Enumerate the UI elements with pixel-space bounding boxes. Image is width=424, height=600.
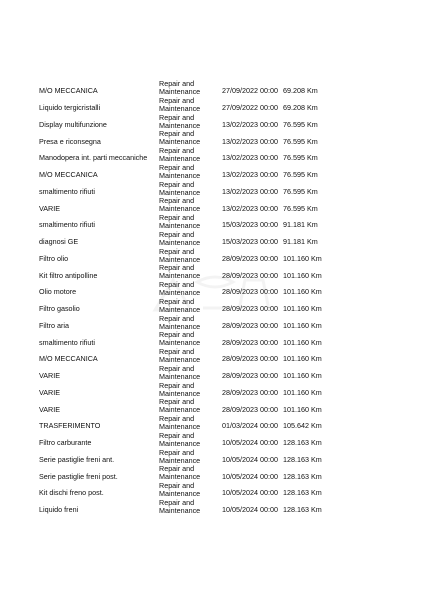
table-row xyxy=(39,231,379,248)
table-row xyxy=(39,432,379,449)
row-type-line2: Maintenance xyxy=(159,304,201,314)
row-type-line2: Maintenance xyxy=(159,405,201,415)
row-mileage: 101.160 Km xyxy=(283,371,322,381)
row-type-line2: Maintenance xyxy=(159,103,201,113)
row-date: 15/03/2023 00:00 xyxy=(222,237,278,247)
table-row xyxy=(39,147,379,164)
row-type xyxy=(159,264,200,280)
row-type-line1: Repair and xyxy=(159,363,195,373)
row-date: 27/09/2022 00:00 xyxy=(222,103,278,113)
row-mileage: 128.163 Km xyxy=(283,488,322,498)
row-type xyxy=(159,348,200,364)
row-type xyxy=(159,331,200,347)
row-type-line1: Repair and xyxy=(159,162,195,172)
row-date: 28/09/2023 00:00 xyxy=(222,304,278,314)
row-type-line2: Maintenance xyxy=(159,237,201,247)
row-type-line1: Repair and xyxy=(159,229,195,239)
row-mileage: 91.181 Km xyxy=(283,220,318,230)
row-mileage: 76.595 Km xyxy=(283,186,318,196)
table-row xyxy=(39,114,379,131)
row-description: diagnosi GE xyxy=(39,237,79,247)
row-date: 10/05/2024 00:00 xyxy=(222,438,278,448)
row-mileage: 101.160 Km xyxy=(283,320,322,330)
row-mileage: 69.208 Km xyxy=(283,86,318,96)
row-description: Filtro olio xyxy=(39,253,69,263)
row-type xyxy=(159,482,200,498)
row-type xyxy=(159,432,200,448)
row-type xyxy=(159,114,200,130)
row-date: 01/03/2024 00:00 xyxy=(222,421,278,431)
row-type-line1: Repair and xyxy=(159,414,195,423)
table-row xyxy=(39,264,379,281)
row-mileage: 76.595 Km xyxy=(283,119,318,129)
row-type xyxy=(159,365,200,381)
row-mileage: 128.163 Km xyxy=(283,505,322,515)
row-type xyxy=(159,298,200,314)
row-type-line2: Maintenance xyxy=(159,422,201,432)
row-description: smaltimento rifiuti xyxy=(39,337,95,347)
row-type xyxy=(159,214,200,230)
row-description: VARIE xyxy=(39,203,61,213)
row-description: Filtro carburante xyxy=(39,438,92,448)
row-type xyxy=(159,197,200,213)
row-type-line2: Maintenance xyxy=(159,321,201,331)
row-mileage: 76.595 Km xyxy=(283,136,318,146)
row-mileage: 101.160 Km xyxy=(283,304,322,314)
row-type xyxy=(159,465,200,481)
row-date: 28/09/2023 00:00 xyxy=(222,270,278,280)
row-type-line2: Maintenance xyxy=(159,221,201,231)
row-date: 28/09/2023 00:00 xyxy=(222,253,278,263)
row-type-line1: Repair and xyxy=(159,146,195,155)
row-mileage: 101.160 Km xyxy=(283,337,322,347)
row-type-line1: Repair and xyxy=(159,397,195,407)
row-description: M/O MECCANICA xyxy=(39,170,98,180)
row-type-line2: Maintenance xyxy=(159,288,201,298)
row-date: 27/09/2022 00:00 xyxy=(222,86,278,96)
row-type-line2: Maintenance xyxy=(159,187,201,197)
row-date: 28/09/2023 00:00 xyxy=(222,354,278,364)
table-row xyxy=(39,465,379,482)
table-row xyxy=(39,181,379,198)
row-mileage: 91.181 Km xyxy=(283,237,318,247)
row-description: M/O MECCANICA xyxy=(39,354,98,364)
table-row xyxy=(39,331,379,348)
row-type xyxy=(159,398,200,414)
row-date: 10/05/2024 00:00 xyxy=(222,488,278,498)
row-date: 28/09/2023 00:00 xyxy=(222,404,278,414)
row-type xyxy=(159,449,200,465)
row-type-line1: Repair and xyxy=(159,213,195,222)
table-row xyxy=(39,97,379,114)
row-type xyxy=(159,231,200,247)
row-description: Presa e riconsegna xyxy=(39,136,101,146)
row-mileage: 128.163 Km xyxy=(283,454,322,464)
row-mileage: 76.595 Km xyxy=(283,203,318,213)
row-type-line2: Maintenance xyxy=(159,472,201,482)
row-type-line2: Maintenance xyxy=(159,87,201,97)
row-type-line1: Repair and xyxy=(159,196,195,206)
row-type-line2: Maintenance xyxy=(159,455,201,465)
row-type-line2: Maintenance xyxy=(159,371,201,381)
row-type xyxy=(159,80,200,96)
row-description: VARIE xyxy=(39,371,61,381)
row-date: 10/05/2024 00:00 xyxy=(222,505,278,515)
row-type xyxy=(159,130,200,146)
table-row xyxy=(39,398,379,415)
row-type-line1: Repair and xyxy=(159,112,195,122)
row-type-line1: Repair and xyxy=(159,330,195,340)
row-type-line1: Repair and xyxy=(159,79,195,88)
row-description: VARIE xyxy=(39,387,61,397)
row-type-line2: Maintenance xyxy=(159,489,201,499)
row-type-line1: Repair and xyxy=(159,447,195,457)
row-description: VARIE xyxy=(39,404,61,414)
row-description: Serie pastiglie freni ant. xyxy=(39,454,115,464)
row-type-line1: Repair and xyxy=(159,280,195,289)
row-type-line1: Repair and xyxy=(159,246,195,256)
row-type-line1: Repair and xyxy=(159,497,195,507)
row-description: M/O MECCANICA xyxy=(39,86,98,96)
row-type xyxy=(159,181,200,197)
row-date: 13/02/2023 00:00 xyxy=(222,186,278,196)
row-mileage: 128.163 Km xyxy=(283,471,322,481)
table-row xyxy=(39,315,379,332)
row-type-line2: Maintenance xyxy=(159,271,201,281)
row-type-line2: Maintenance xyxy=(159,388,201,398)
row-description: Display multifunzione xyxy=(39,119,107,129)
table-row xyxy=(39,348,379,365)
row-date: 28/09/2023 00:00 xyxy=(222,371,278,381)
row-description: Kit filtro antipolline xyxy=(39,270,98,280)
table-row xyxy=(39,382,379,399)
row-date: 10/05/2024 00:00 xyxy=(222,454,278,464)
row-type-line1: Repair and xyxy=(159,481,195,490)
row-date: 15/03/2023 00:00 xyxy=(222,220,278,230)
row-type-line2: Maintenance xyxy=(159,505,201,515)
row-date: 28/09/2023 00:00 xyxy=(222,320,278,330)
row-mileage: 101.160 Km xyxy=(283,287,322,297)
row-date: 13/02/2023 00:00 xyxy=(222,136,278,146)
row-type-line1: Repair and xyxy=(159,380,195,390)
row-description: Liquido freni xyxy=(39,505,79,515)
row-date: 13/02/2023 00:00 xyxy=(222,153,278,163)
row-type-line2: Maintenance xyxy=(159,254,201,264)
row-type-line1: Repair and xyxy=(159,430,195,440)
row-type-line2: Maintenance xyxy=(159,137,201,147)
row-type-line2: Maintenance xyxy=(159,170,201,180)
row-type-line1: Repair and xyxy=(159,179,195,189)
table-row xyxy=(39,214,379,231)
table-row xyxy=(39,499,379,516)
row-description: Serie pastiglie freni post. xyxy=(39,471,118,481)
table-row xyxy=(39,482,379,499)
row-type-line1: Repair and xyxy=(159,129,195,139)
row-mileage: 101.160 Km xyxy=(283,404,322,414)
table-row xyxy=(39,365,379,382)
row-type-line2: Maintenance xyxy=(159,438,201,448)
row-type xyxy=(159,315,200,331)
row-type xyxy=(159,97,200,113)
row-type-line1: Repair and xyxy=(159,313,195,323)
table-row xyxy=(39,281,379,298)
table-row xyxy=(39,449,379,466)
row-date: 28/09/2023 00:00 xyxy=(222,337,278,347)
row-type-line2: Maintenance xyxy=(159,120,201,130)
row-type-line2: Maintenance xyxy=(159,154,201,164)
row-date: 13/02/2023 00:00 xyxy=(222,119,278,129)
row-description: Manodopera int. parti meccaniche xyxy=(39,153,148,163)
row-type xyxy=(159,499,200,515)
row-description: Filtro gasolio xyxy=(39,304,80,314)
row-mileage: 101.160 Km xyxy=(283,354,322,364)
row-type-line2: Maintenance xyxy=(159,204,201,214)
row-description: smaltimento rifiuti xyxy=(39,186,95,196)
table-row xyxy=(39,197,379,214)
row-type xyxy=(159,382,200,398)
row-type xyxy=(159,164,200,180)
row-date: 28/09/2023 00:00 xyxy=(222,387,278,397)
table-row xyxy=(39,415,379,432)
row-mileage: 101.160 Km xyxy=(283,270,322,280)
row-mileage: 76.595 Km xyxy=(283,170,318,180)
row-description: Kit dischi freno post. xyxy=(39,488,104,498)
row-date: 13/02/2023 00:00 xyxy=(222,170,278,180)
maintenance-history-table xyxy=(39,80,379,516)
row-type xyxy=(159,248,200,264)
row-type-line1: Repair and xyxy=(159,296,195,306)
row-type-line2: Maintenance xyxy=(159,338,201,348)
table-row xyxy=(39,164,379,181)
table-row xyxy=(39,248,379,265)
row-date: 13/02/2023 00:00 xyxy=(222,203,278,213)
row-type xyxy=(159,147,200,163)
table-row xyxy=(39,298,379,315)
table-row xyxy=(39,130,379,147)
row-mileage: 101.160 Km xyxy=(283,387,322,397)
row-type-line1: Repair and xyxy=(159,464,195,474)
row-type xyxy=(159,415,200,431)
row-date: 10/05/2024 00:00 xyxy=(222,471,278,481)
row-description: smaltimento rifiuti xyxy=(39,220,95,230)
row-description: Olio motore xyxy=(39,287,77,297)
row-mileage: 76.595 Km xyxy=(283,153,318,163)
row-mileage: 128.163 Km xyxy=(283,438,322,448)
row-mileage: 69.208 Km xyxy=(283,103,318,113)
row-description: TRASFERIMENTO xyxy=(39,421,101,431)
row-date: 28/09/2023 00:00 xyxy=(222,287,278,297)
row-type-line1: Repair and xyxy=(159,347,195,356)
table-row xyxy=(39,80,379,97)
row-type xyxy=(159,281,200,297)
row-description: Liquido tergicristalli xyxy=(39,103,101,113)
row-mileage: 101.160 Km xyxy=(283,253,322,263)
row-type-line2: Maintenance xyxy=(159,355,201,365)
row-type-line1: Repair and xyxy=(159,95,195,105)
row-description: Filtro aria xyxy=(39,320,69,330)
row-mileage: 105.642 Km xyxy=(283,421,322,431)
row-type-line1: Repair and xyxy=(159,263,195,273)
